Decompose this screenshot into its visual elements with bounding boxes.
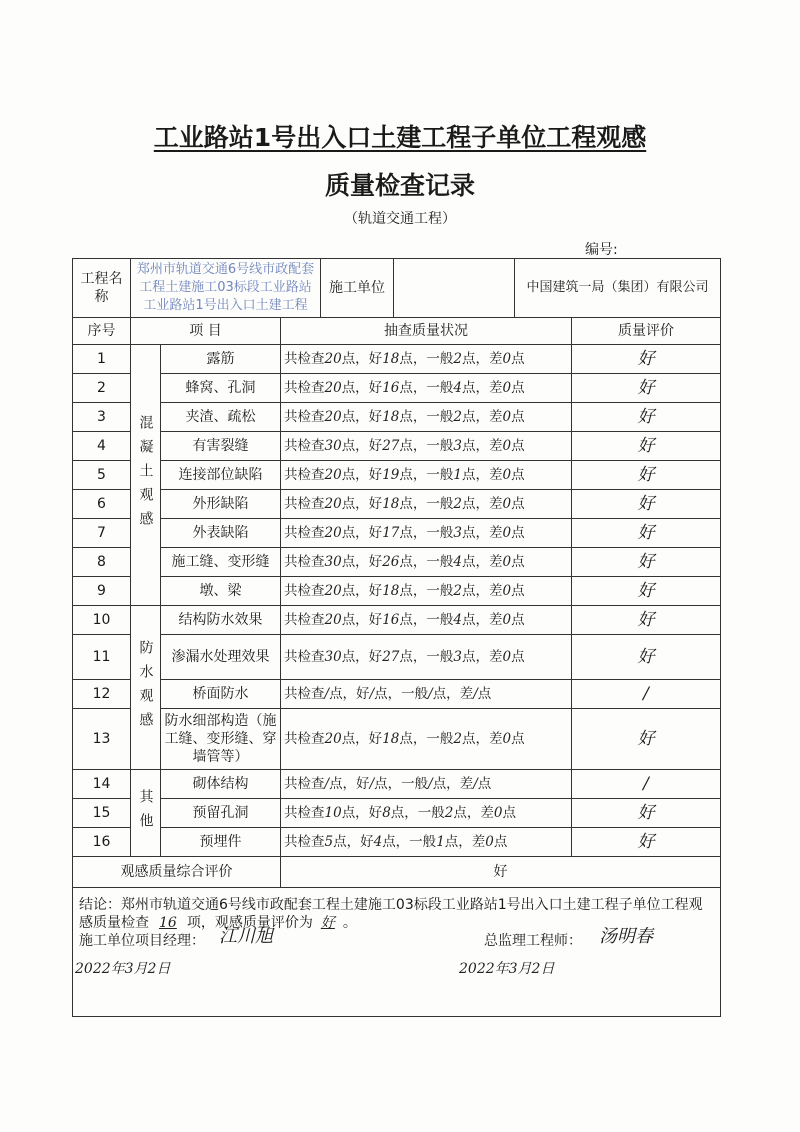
check-value: /	[324, 776, 330, 792]
check-value: /	[473, 686, 478, 702]
table-row	[73, 606, 721, 635]
check-word: 点	[493, 834, 508, 850]
table-row	[73, 374, 721, 403]
check-word: 点，差	[461, 612, 503, 628]
table-row	[73, 548, 721, 577]
row-no: 14	[73, 770, 131, 799]
col-eval-header: 质量评价	[572, 318, 721, 345]
category-concrete: 混凝土观感	[131, 345, 161, 606]
col-item-header: 项 目	[131, 318, 281, 345]
check-value: 27	[382, 649, 400, 665]
check-word: 点，好	[341, 554, 383, 570]
row-check	[281, 432, 572, 461]
check-word: 点	[511, 525, 525, 541]
check-word: 点，差	[432, 686, 474, 702]
row-eval: 好	[572, 345, 721, 374]
check-word: 点，好	[329, 776, 370, 792]
table-row	[73, 461, 721, 490]
check-value: 4	[453, 554, 462, 570]
check-word: 点，差	[461, 731, 503, 747]
conclusion-text3: 。	[342, 915, 357, 931]
row-check	[281, 345, 572, 374]
check-word: 点，一般	[399, 409, 454, 425]
check-value: 0	[485, 834, 494, 850]
table-row	[73, 490, 721, 519]
check-value: /	[473, 776, 478, 792]
table-row	[73, 432, 721, 461]
check-word: 点	[511, 351, 525, 367]
check-value: 30	[324, 649, 342, 665]
check-value: 16	[382, 612, 400, 628]
row-item: 连接部位缺陷	[161, 461, 281, 490]
check-value: 20	[324, 612, 342, 628]
doc-number-label: 编号:	[585, 242, 618, 258]
check-word: 点，好	[341, 525, 383, 541]
check-word: 点，一般	[399, 649, 454, 665]
check-value: 27	[382, 438, 400, 454]
check-word: 点，差	[461, 467, 503, 483]
row-no: 2	[73, 374, 131, 403]
project-name-label: 工程名称	[73, 259, 131, 318]
summary-value: 好	[281, 857, 721, 888]
row-item: 施工缝、变形缝	[161, 548, 281, 577]
check-value: 20	[324, 467, 342, 483]
check-word: 共检查	[284, 776, 325, 792]
check-value: 20	[324, 351, 342, 367]
check-word: 点	[511, 409, 525, 425]
check-value: 0	[502, 380, 512, 396]
check-word: 点，好	[341, 612, 383, 628]
check-word: 点，好	[329, 686, 370, 702]
row-check	[281, 828, 572, 857]
check-word: 点，好	[341, 805, 383, 821]
check-word: 共检查	[284, 467, 325, 483]
check-word: 点，差	[461, 525, 503, 541]
row-check	[281, 606, 572, 635]
check-value: 4	[453, 612, 462, 628]
check-word: 共检查	[284, 731, 325, 747]
check-word: 点，差	[444, 834, 486, 850]
row-no: 4	[73, 432, 131, 461]
check-word: 点，差	[453, 805, 494, 821]
table-row	[73, 345, 721, 374]
check-word: 点，差	[461, 351, 503, 367]
row-eval: 好	[572, 461, 721, 490]
check-word: 共检查	[284, 438, 325, 454]
check-value: 0	[502, 612, 512, 628]
check-value: 18	[382, 731, 400, 747]
row-eval: 好	[572, 403, 721, 432]
check-word: 点，差	[461, 438, 503, 454]
row-check	[281, 374, 572, 403]
check-value: 0	[502, 409, 512, 425]
row-item: 墩、梁	[161, 577, 281, 606]
row-item: 露筋	[161, 345, 281, 374]
supervisor-label: 总监理工程师：	[484, 933, 582, 949]
row-eval: 好	[572, 374, 721, 403]
row-check	[281, 490, 572, 519]
check-word: 点，一般	[399, 380, 454, 396]
date-left: 2022年3月2日	[75, 961, 171, 977]
conclusion-count: 16	[159, 915, 177, 931]
row-no: 7	[73, 519, 131, 548]
check-value: 20	[324, 380, 342, 396]
check-value: 0	[502, 467, 512, 483]
row-no: 15	[73, 799, 131, 828]
row-no: 8	[73, 548, 131, 577]
check-word: 共检查	[284, 525, 325, 541]
row-item: 有害裂缝	[161, 432, 281, 461]
check-value: 20	[324, 496, 342, 512]
check-value: 20	[324, 583, 342, 599]
row-no: 12	[73, 680, 131, 709]
conclusion-block	[73, 888, 721, 1017]
manager-label: 施工单位项目经理：	[79, 933, 205, 949]
table-row	[73, 519, 721, 548]
conclusion-result: 好	[320, 915, 335, 931]
check-word: 点，好	[341, 649, 383, 665]
check-word: 点，一般	[399, 351, 454, 367]
check-word: 点	[511, 583, 525, 599]
col-no-header: 序号	[73, 318, 131, 345]
row-check	[281, 577, 572, 606]
row-no: 16	[73, 828, 131, 857]
row-no: 3	[73, 403, 131, 432]
check-value: /	[324, 686, 330, 702]
check-word: 点，差	[461, 496, 503, 512]
check-value: 1	[436, 834, 445, 850]
check-value: 26	[382, 554, 400, 570]
check-word: 点，一般	[399, 496, 454, 512]
check-word: 点，差	[461, 649, 503, 665]
check-value: 0	[502, 649, 512, 665]
row-eval: 好	[572, 606, 721, 635]
row-eval: /	[572, 770, 721, 799]
table-row	[73, 770, 721, 799]
row-eval: 好	[572, 635, 721, 680]
project-name-value: 郑州市轨道交通6号线市政配套工程土建施工03标段工业路站工业路站1号出入口土建工程	[131, 259, 321, 318]
table-row	[73, 680, 721, 709]
check-value: /	[428, 686, 433, 702]
check-word: 点，好	[341, 583, 383, 599]
check-value: /	[369, 776, 375, 792]
check-word: 点，一般	[399, 554, 454, 570]
check-word: 点	[511, 380, 525, 396]
check-word: 点，好	[333, 834, 374, 850]
check-word: 点，一般	[374, 776, 429, 792]
summary-label: 观感质量综合评价	[73, 857, 281, 888]
check-value: 20	[324, 731, 342, 747]
check-word: 共检查	[284, 612, 325, 628]
check-value: 0	[502, 438, 512, 454]
check-value: 3	[453, 649, 462, 665]
document-subtitle: （轨道交通工程）	[344, 211, 456, 227]
row-eval: /	[572, 680, 721, 709]
check-value: 10	[324, 805, 342, 821]
check-value: 0	[502, 554, 512, 570]
row-item: 外形缺陷	[161, 490, 281, 519]
check-word: 共检查	[284, 496, 325, 512]
check-word: 点	[477, 776, 492, 792]
row-no: 11	[73, 635, 131, 680]
check-word: 共检查	[284, 686, 325, 702]
table-row	[73, 403, 721, 432]
row-item: 外表缺陷	[161, 519, 281, 548]
row-eval: 好	[572, 577, 721, 606]
row-eval: 好	[572, 432, 721, 461]
row-no: 5	[73, 461, 131, 490]
unit-label: 施工单位	[321, 259, 394, 317]
check-word: 点，一般	[399, 467, 454, 483]
row-item: 桥面防水	[161, 680, 281, 709]
check-word: 点	[511, 554, 525, 570]
row-check	[281, 635, 572, 680]
check-word: 点，好	[341, 467, 383, 483]
check-word: 点，差	[461, 409, 503, 425]
check-value: 0	[502, 496, 512, 512]
table-row	[73, 635, 721, 680]
row-no: 10	[73, 606, 131, 635]
check-value: 4	[453, 380, 462, 396]
check-word: 点，一般	[382, 834, 437, 850]
row-eval: 好	[572, 519, 721, 548]
check-value: /	[428, 776, 433, 792]
row-item: 渗漏水处理效果	[161, 635, 281, 680]
conclusion-text2: 项，观感质量评价为	[186, 915, 313, 931]
check-word: 点，一般	[390, 805, 445, 821]
check-value: 2	[453, 409, 462, 425]
check-word: 共检查	[284, 554, 325, 570]
row-check	[281, 680, 572, 709]
table-row	[73, 799, 721, 828]
row-check	[281, 461, 572, 490]
check-word: 点，差	[461, 583, 503, 599]
check-value: 16	[382, 380, 400, 396]
check-word: 点，好	[341, 496, 383, 512]
col-check-header: 抽查质量状况	[281, 318, 572, 345]
check-value: 2	[453, 583, 462, 599]
row-eval: 好	[572, 709, 721, 770]
row-no: 9	[73, 577, 131, 606]
supervisor-signature: 汤明春	[599, 926, 653, 947]
check-value: /	[369, 686, 375, 702]
check-word: 点，一般	[399, 731, 454, 747]
check-value: 18	[382, 583, 400, 599]
row-no: 13	[73, 709, 131, 770]
category-other: 其他	[131, 770, 161, 857]
row-check	[281, 548, 572, 577]
check-value: 2	[453, 731, 462, 747]
check-word: 点	[511, 731, 525, 747]
document-title-line1: 工业路站1号出入口土建工程子单位工程观感	[153, 123, 647, 152]
check-value: 2	[453, 496, 462, 512]
row-eval: 好	[572, 548, 721, 577]
check-word: 共检查	[284, 380, 325, 396]
check-value: 20	[324, 409, 342, 425]
check-word: 点	[477, 686, 492, 702]
check-value: 0	[493, 805, 503, 821]
check-value: 2	[453, 351, 462, 367]
row-check	[281, 403, 572, 432]
check-word: 点	[511, 467, 525, 483]
row-item: 防水细部构造（施工缝、变形缝、穿墙管等）	[161, 709, 281, 770]
date-right: 2022年3月2日	[459, 961, 555, 977]
row-check	[281, 799, 572, 828]
check-word: 点，好	[341, 380, 383, 396]
row-check	[281, 519, 572, 548]
check-value: 0	[502, 731, 512, 747]
check-word: 共检查	[284, 649, 325, 665]
check-value: 4	[373, 834, 383, 850]
check-word: 共检查	[284, 805, 325, 821]
category-waterproof: 防水观感	[131, 606, 161, 770]
row-no: 6	[73, 490, 131, 519]
row-item: 预埋件	[161, 828, 281, 857]
check-value: 3	[453, 438, 462, 454]
row-eval: 好	[572, 828, 721, 857]
row-check	[281, 709, 572, 770]
check-word: 点，差	[461, 380, 503, 396]
check-value: 17	[382, 525, 400, 541]
check-word: 共检查	[284, 351, 325, 367]
check-value: 0	[502, 583, 512, 599]
check-value: 8	[382, 805, 391, 821]
check-value: 18	[382, 496, 400, 512]
check-word: 点，差	[432, 776, 474, 792]
check-word: 共检查	[284, 409, 325, 425]
check-word: 点	[502, 805, 516, 821]
row-no: 1	[73, 345, 131, 374]
table-row	[73, 828, 721, 857]
row-item: 预留孔洞	[161, 799, 281, 828]
row-item: 夹渣、疏松	[161, 403, 281, 432]
check-word: 点，一般	[399, 438, 454, 454]
row-eval: 好	[572, 490, 721, 519]
conclusion-text1: 结论：郑州市轨道交通6号线市政配套工程土建施工03标段工业路站1号出入口土建工程子单位工程观感质量检查	[79, 897, 703, 931]
check-value: 3	[453, 525, 462, 541]
row-check	[281, 770, 572, 799]
check-value: 18	[382, 351, 400, 367]
check-value: 30	[324, 438, 342, 454]
row-item: 砌体结构	[161, 770, 281, 799]
check-word: 共检查	[284, 834, 325, 850]
check-word: 点，一般	[399, 612, 454, 628]
check-value: 20	[324, 525, 342, 541]
check-word: 点，好	[341, 409, 383, 425]
check-word: 点	[511, 496, 525, 512]
unit-name: 中国建筑一局（集团）有限公司	[515, 259, 721, 318]
check-value: 5	[324, 834, 334, 850]
check-word: 点，好	[341, 731, 383, 747]
document-title-line2: 质量检查记录	[324, 171, 475, 200]
check-value: 18	[382, 409, 400, 425]
check-value: 1	[453, 467, 462, 483]
check-word: 点，差	[461, 554, 503, 570]
check-word: 点	[511, 649, 525, 665]
row-item: 蜂窝、孔洞	[161, 374, 281, 403]
check-word: 点，一般	[399, 525, 454, 541]
check-value: 0	[502, 525, 512, 541]
row-eval: 好	[572, 799, 721, 828]
check-value: 19	[382, 467, 400, 483]
row-item: 结构防水效果	[161, 606, 281, 635]
check-value: 2	[444, 805, 454, 821]
check-value: 30	[324, 554, 342, 570]
manager-signature: 江川旭	[219, 926, 273, 947]
table-row	[73, 709, 721, 770]
check-word: 点	[511, 612, 525, 628]
check-word: 点，好	[341, 351, 383, 367]
check-word: 点，一般	[374, 686, 429, 702]
check-word: 点，好	[341, 438, 383, 454]
check-word: 点	[511, 438, 525, 454]
table-row	[73, 577, 721, 606]
inspection-table	[72, 258, 721, 1017]
check-word: 共检查	[284, 583, 325, 599]
check-value: 0	[502, 351, 512, 367]
check-word: 点，一般	[399, 583, 454, 599]
